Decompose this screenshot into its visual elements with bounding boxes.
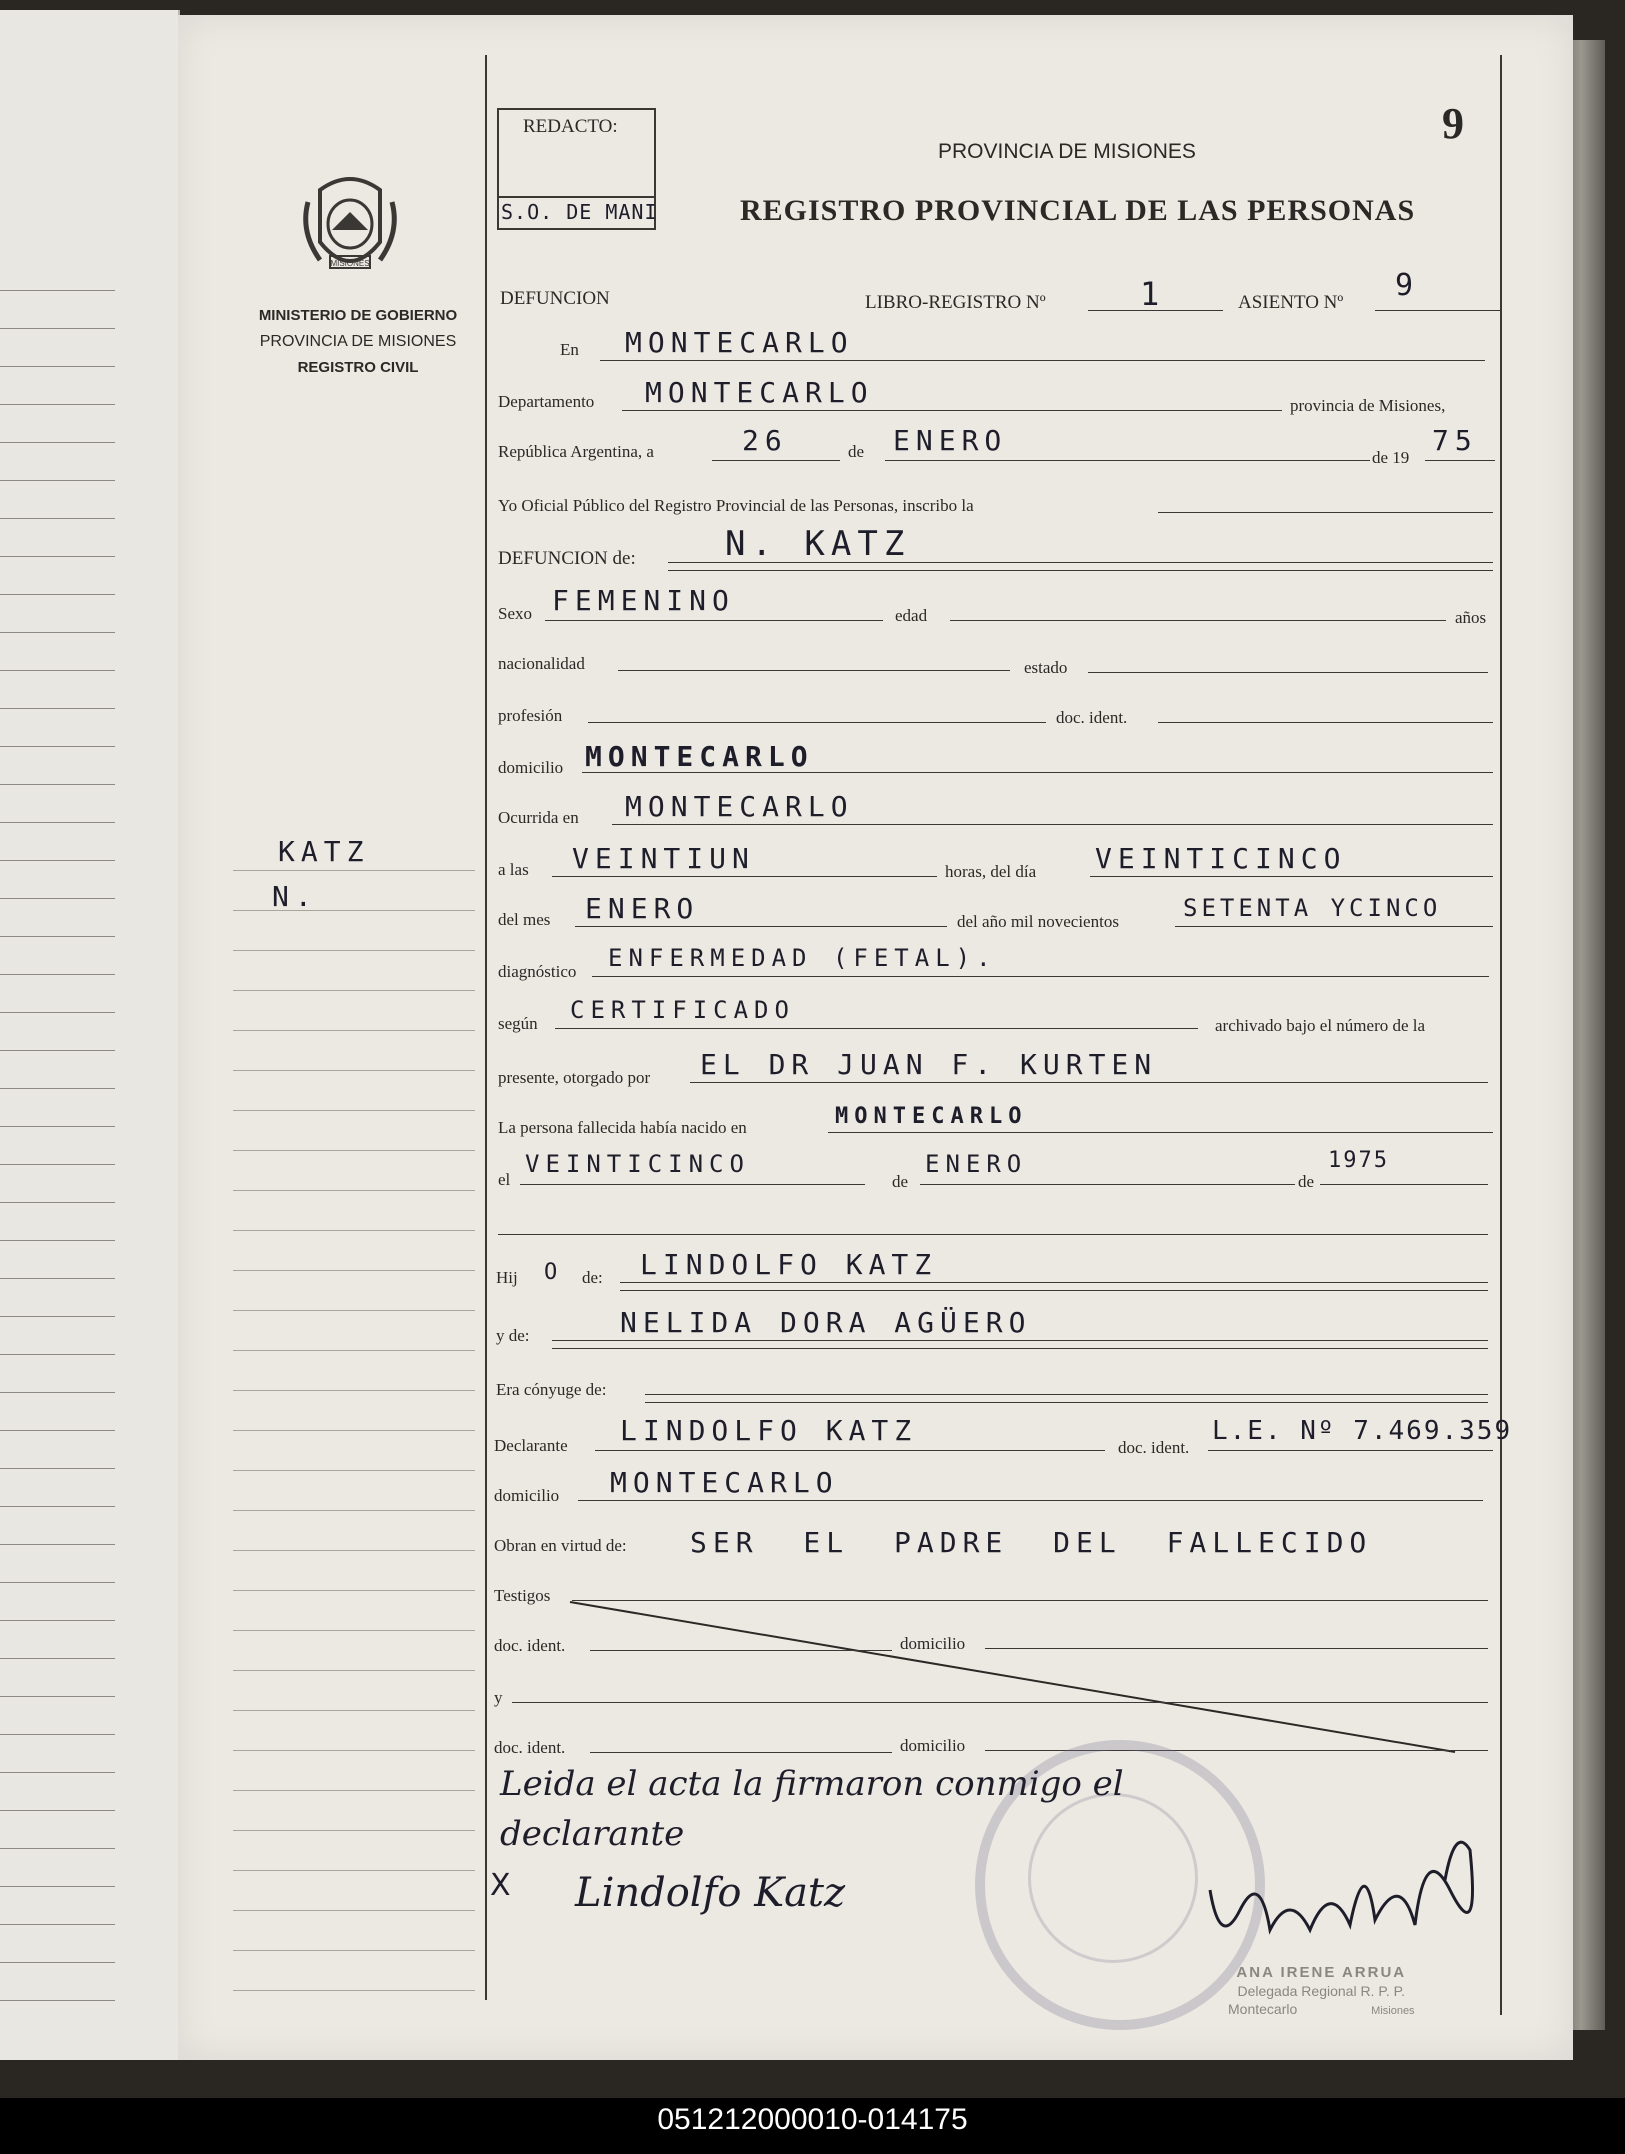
domicilio-value: MONTECARLO — [585, 740, 814, 773]
mes-value: ENERO — [893, 424, 1008, 457]
domicilio2-label: domicilio — [494, 1486, 560, 1505]
yde-label: y de: — [496, 1326, 530, 1345]
redacto-value: S.O. DE MANI — [501, 200, 658, 224]
diagnostico-label: diagnóstico — [498, 962, 577, 981]
official-place-2: Misiones — [1371, 2005, 1415, 2017]
en-label: En — [560, 340, 579, 359]
doc-ident3-label: doc. ident. — [494, 1738, 566, 1757]
official-stamp-inner — [1028, 1793, 1198, 1963]
hijo-o: O — [544, 1260, 564, 1285]
margin-note-surname: KATZ — [278, 835, 370, 868]
el-anio-value: 1975 — [1328, 1148, 1389, 1173]
ministry-line-1: MINISTERIO DE GOBIERNO — [258, 307, 458, 324]
el-value: VEINTICINCO — [525, 1150, 750, 1178]
ministry-line-2: PROVINCIA DE MISIONES — [259, 333, 457, 350]
anio-value: 75 — [1432, 424, 1478, 457]
defuncion-de-label: DEFUNCION de: — [498, 548, 636, 569]
delanio-label: del año mil novecientos — [957, 912, 1119, 931]
anios-label: años — [1455, 608, 1487, 627]
nacionalidad-label: nacionalidad — [498, 654, 585, 673]
segun-label: según — [498, 1014, 538, 1033]
profesion-label: profesión — [498, 706, 563, 725]
obran-value: SER EL PADRE DEL FALLECIDO — [690, 1526, 1373, 1559]
diagnostico-value: ENFERMEDAD (FETAL). — [608, 944, 997, 972]
official-block — [1228, 1964, 1415, 2020]
redacto-box — [497, 108, 656, 230]
margin-divider — [485, 55, 487, 2000]
declarant-signature: Lindolfo Katz — [575, 1870, 846, 1916]
libro-value: 1 — [1140, 275, 1166, 313]
alas-value: VEINTIUN — [572, 842, 755, 875]
domicilio4-label: domicilio — [900, 1736, 966, 1755]
closing-line-1: Leida el acta la firmaron conmigo el — [500, 1764, 1124, 1804]
left-page — [0, 10, 180, 2060]
declarante-doc-label: doc. ident. — [1118, 1438, 1190, 1457]
dia-value: 26 — [742, 424, 788, 457]
domicilio3-label: domicilio — [900, 1634, 966, 1653]
republica-label: República Argentina, a — [498, 442, 654, 461]
doc-ident2-label: doc. ident. — [494, 1636, 566, 1655]
padre-value: LINDOLFO KATZ — [640, 1248, 938, 1281]
right-border — [1500, 55, 1502, 2015]
declarante-value: LINDOLFO KATZ — [620, 1414, 918, 1447]
cancel-strike-line — [560, 1596, 1460, 1756]
el-label: el — [498, 1170, 511, 1189]
presente-label: presente, otorgado por — [498, 1068, 651, 1087]
official-title: Delegada Regional R. P. P. — [1237, 1983, 1406, 1999]
delanio-value: SETENTA YCINCO — [1183, 894, 1442, 922]
y-label: y — [494, 1688, 503, 1707]
el-mes-value: ENERO — [925, 1150, 1028, 1178]
declarante-doc-value: L.E. Nº 7.469.359 — [1212, 1416, 1513, 1446]
hijo-de-label: de: — [582, 1268, 603, 1287]
departamento-label: Departamento — [498, 392, 595, 411]
sexo-value: FEMENINO — [552, 584, 735, 617]
asiento-label: ASIENTO Nº — [1238, 292, 1344, 313]
official-place-1: Montecarlo — [1228, 2001, 1298, 2017]
ministry-line-3: REGISTRO CIVIL — [297, 359, 419, 376]
ocurrida-label: Ocurrida en — [498, 808, 579, 827]
closing-line-2: declarante — [500, 1814, 685, 1854]
madre-value: NELIDA DORA AGÜERO — [620, 1306, 1032, 1339]
declarante-label: Declarante — [494, 1436, 568, 1455]
el-de2-label: de — [1298, 1172, 1315, 1191]
margin-note-initial: N. — [272, 880, 318, 913]
official-name: ANA IRENE ARRUA — [1236, 1964, 1407, 1981]
nacido-value: MONTECARLO — [835, 1104, 1028, 1129]
horas-label: horas, del día — [945, 862, 1037, 881]
delmes-value: ENERO — [585, 892, 700, 925]
province-title: PROVINCIA DE MISIONES — [938, 140, 1196, 163]
ocurrida-value: MONTECARLO — [625, 790, 854, 823]
asiento-value: 9 — [1395, 268, 1420, 303]
delmes-label: del mes — [498, 910, 551, 929]
domicilio2-value: MONTECARLO — [610, 1466, 839, 1499]
declarant-mark: X — [490, 1868, 511, 1903]
provincial-seal-icon — [300, 172, 400, 280]
official-signature-icon — [1200, 1830, 1490, 1960]
seal-label: MISIONES — [330, 259, 370, 268]
sexo-label: Sexo — [498, 604, 532, 623]
archivado-label: archivado bajo el número de la — [1215, 1016, 1426, 1035]
departamento-value: MONTECARLO — [645, 376, 874, 409]
registry-title: REGISTRO PROVINCIAL DE LAS PERSONAS — [740, 194, 1416, 227]
de-label: de — [848, 442, 865, 461]
domicilio-label: domicilio — [498, 758, 564, 777]
presente-value: EL DR JUAN F. KURTEN — [700, 1048, 1158, 1081]
horas-value: VEINTICINCO — [1095, 842, 1347, 875]
alas-label: a las — [498, 860, 529, 879]
de19-label: de 19 — [1372, 448, 1410, 467]
nacido-label: La persona fallecida había nacido en — [498, 1118, 747, 1137]
edad-label: edad — [895, 606, 928, 625]
page-number: 9 — [1442, 99, 1464, 148]
testigos-label: Testigos — [494, 1586, 551, 1605]
libro-label: LIBRO-REGISTRO Nº — [865, 292, 1046, 313]
doc-ident-label: doc. ident. — [1056, 708, 1128, 727]
en-value: MONTECARLO — [625, 326, 854, 359]
segun-value: CERTIFICADO — [570, 996, 795, 1024]
redacto-label: REDACTO: — [523, 116, 618, 137]
hijo-label: Hij — [496, 1268, 518, 1287]
obran-label: Obran en virtud de: — [494, 1536, 627, 1555]
provincia-label: provincia de Misiones, — [1290, 396, 1446, 415]
document-code: 051212000010-014175 — [657, 2103, 968, 2136]
defuncion-de-value: N. KATZ — [725, 524, 911, 564]
el-de-label: de — [892, 1172, 909, 1191]
oficial-text: Yo Oficial Público del Registro Provincial de las Personas, inscribo la — [498, 496, 974, 515]
record-type: DEFUNCION — [500, 288, 610, 309]
conyuge-label: Era cónyuge de: — [496, 1380, 607, 1399]
ministry-block — [238, 303, 478, 381]
estado-label: estado — [1024, 658, 1068, 677]
